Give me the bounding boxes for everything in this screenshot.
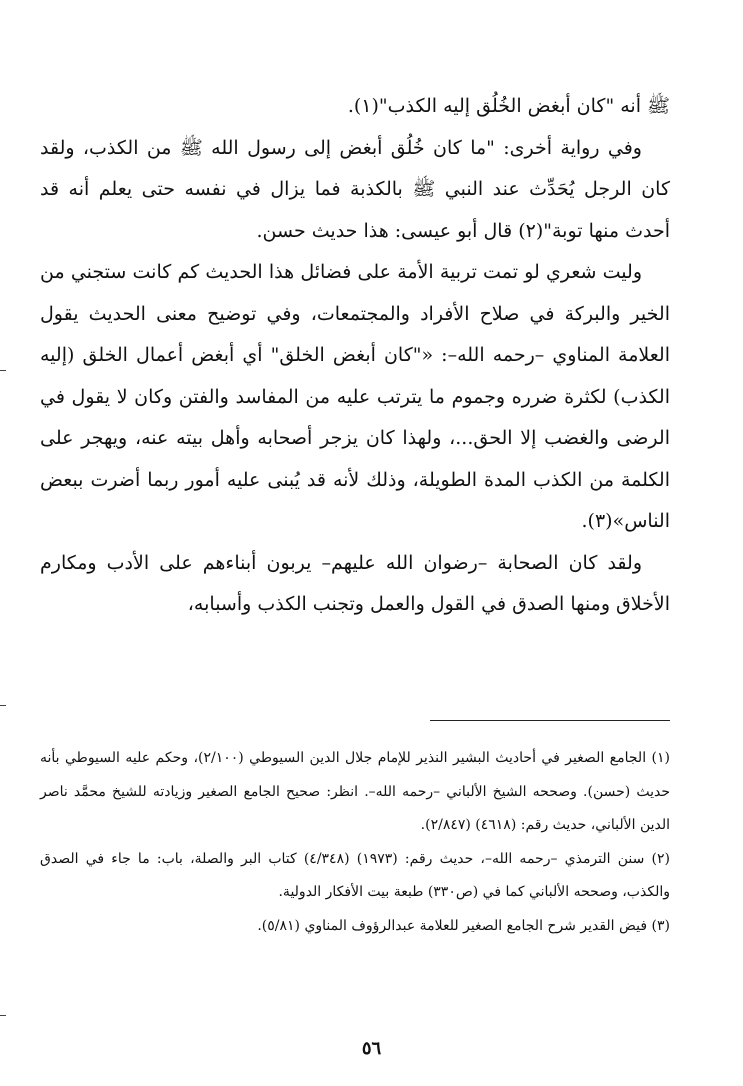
- paragraph-3: وليت شعري لو تمت تربية الأمة على فضائل هذا الحديث كم كانت ستجني من الخير والبركة في صلاح الأفراد والمجتمعات، وفي توضيح معنى الحديث يقول العلامة المناوي –رحمه الله–: «"كان أبغض الخلق" أي أبغض أعمال الخلق (إليه الكذب) لكثرة ضرره وجموم ما يترتب عليه من المفاسد والفتن وكان لا يقول في الرضى والغضب إلا الحق...، ولهذا كان يزجر أصحابه وأهل بيته عنه، ويهجر على الكلمة من الكذب المدة الطويلة، وذلك لأنه قد يُبنى عليه أمور ربما أضرت ببعض الناس»(٣).: [40, 261, 670, 532]
- page-number: ٥٦: [361, 1038, 382, 1059]
- scan-edge-mark: [0, 705, 6, 706]
- main-text: [40, 86, 670, 626]
- footnote-2: (٢) سنن الترمذي –رحمه الله–، حديث رقم: (١٩٧٣) (٤/٣٤٨) كتاب البر والصلة، باب: ما جاء في الصدق والكذب، وصححه الألباني كما في (ص٣٣٠) طبعة بيت الأفكار الدولية.: [40, 850, 670, 900]
- footnote-separator: [430, 720, 670, 721]
- paragraph-4: ولقد كان الصحابة –رضوان الله عليهم– يربون أبناءهم على الأدب ومكارم الأخلاق ومنها الصدق في القول والعمل وتجنب الكذب وأسبابه،: [40, 551, 670, 615]
- footnote-3: (٣) فيض القدير شرح الجامع الصغير للعلامة عبدالرؤوف المناوي (٥/٨١).: [257, 917, 670, 934]
- paragraph-1: ﷺ أنه "كان أبغض الخُلُق إليه الكذب"(١).: [347, 95, 670, 117]
- paragraph-2: وفي رواية أخرى: "ما كان خُلُق أبغض إلى رسول الله ﷺ من الكذب، ولقد كان الرجل يُحَدِّث عند النبي ﷺ بالكذبة فما يزال في نفسه حتى يعلم أنه قد أحدث منها توبة"(٢) قال أبو عيسى: هذا حديث حسن.: [40, 136, 670, 242]
- footnotes: [40, 742, 670, 943]
- scan-edge-mark: [0, 1015, 6, 1016]
- footnote-1: (١) الجامع الصغير في أحاديث البشير النذير للإمام جلال الدين السيوطي (٢/١٠٠)، وحكم عليه السيوطي بأنه حديث (حسن). وصححه الشيخ الألباني –رحمه الله–. انظر: صحيح الجامع الصغير وزيادته للشيخ محمَّد ناصر الدين الألباني، حديث رقم: (٤٦١٨) (٢/٨٤٧).: [40, 750, 671, 833]
- scan-edge-mark: [0, 370, 6, 371]
